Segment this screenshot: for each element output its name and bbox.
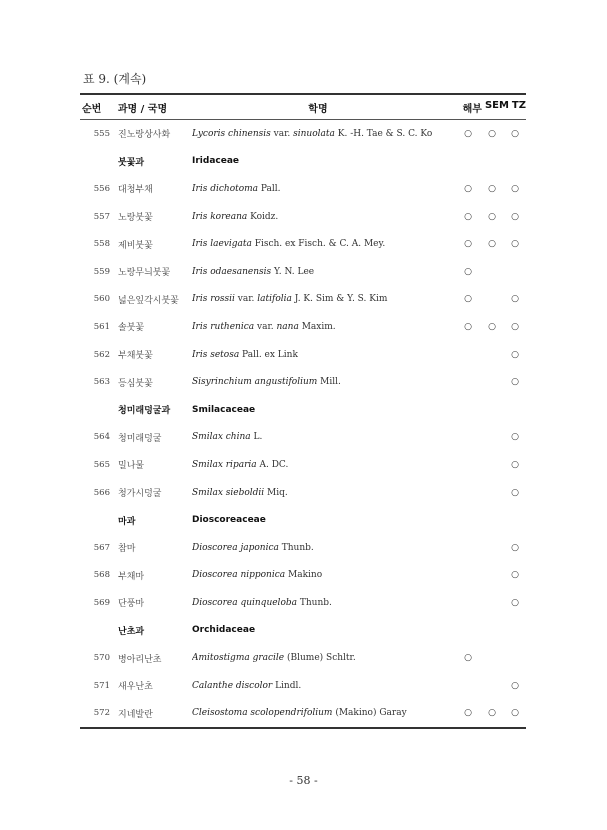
species-scientific-name [192, 653, 442, 663]
scientific-name-author: Miq. [264, 487, 288, 498]
method-marks [442, 377, 526, 387]
scientific-name-author: Koidz. [247, 211, 279, 222]
header-anatomy: 해부 [462, 103, 482, 115]
method-marks [442, 239, 526, 249]
family-scientific-name: Orchidaceae [192, 625, 256, 636]
species-scientific-name [192, 708, 442, 718]
method-marks [442, 294, 526, 304]
scientific-name-italic: Lycoris chinensis [192, 128, 271, 139]
scientific-name-italic: Iris setosa [192, 349, 240, 360]
tz-mark: ○ [511, 128, 519, 139]
species-scientific-name [192, 488, 442, 498]
sem-mark: ○ [488, 128, 496, 139]
tz-mark [504, 653, 526, 663]
species-number: 558 [93, 239, 110, 250]
species-scientific-name [192, 598, 442, 608]
species-scientific-name [192, 267, 442, 277]
anatomy-mark: ○ [464, 294, 472, 305]
anatomy-mark [456, 543, 480, 553]
sem-mark [480, 267, 504, 277]
scientific-name-italic: Smilax sieboldii [192, 487, 265, 498]
species-scientific-name [192, 377, 442, 387]
species-korean-name: 등심붓꽃 [118, 378, 153, 389]
scientific-name-italic: latifolia [257, 294, 292, 305]
scientific-name-author: Thunb. [278, 542, 314, 553]
scientific-name-author: var. [234, 294, 258, 305]
anatomy-mark [456, 377, 480, 387]
sem-mark [480, 350, 504, 360]
sem-mark [480, 432, 504, 442]
scientific-name-italic: Cleisostoma scolopendrifolium [192, 708, 333, 719]
tz-mark: ○ [511, 570, 519, 581]
species-scientific-name [192, 570, 442, 580]
scientific-name-author: (Blume) Schltr. [284, 653, 356, 664]
anatomy-mark: ○ [464, 321, 472, 332]
family-korean-name: 마과 [118, 516, 136, 527]
tz-mark: ○ [511, 432, 519, 443]
scientific-name-author: L. [250, 432, 263, 443]
table-bottom-rule [80, 727, 526, 729]
scientific-name-italic: sinuolata [293, 128, 335, 139]
scientific-name-italic: Iris koreana [192, 211, 248, 222]
header-tz: TZ [511, 99, 526, 111]
anatomy-mark: ○ [464, 708, 472, 719]
sem-mark: ○ [488, 321, 496, 332]
method-marks [442, 598, 526, 608]
scientific-name-italic: Dioscorea japonica [192, 542, 279, 553]
tz-mark: ○ [511, 459, 519, 470]
species-scientific-name [192, 184, 442, 194]
species-number: 570 [93, 653, 110, 664]
species-number: 560 [93, 294, 110, 305]
method-marks [442, 184, 526, 194]
species-row [80, 451, 526, 479]
anatomy-mark [456, 570, 480, 580]
scientific-name-italic: Iris rossii [192, 294, 235, 305]
family-scientific-name: Dioscoreaceae [192, 515, 266, 526]
species-scientific-name [192, 129, 442, 139]
tz-mark: ○ [511, 239, 519, 250]
method-marks [442, 129, 526, 139]
header-sem: SEM [484, 99, 509, 111]
species-number: 556 [93, 183, 110, 194]
species-korean-name: 넓은잎각시붓꽃 [118, 295, 179, 306]
table-caption: 표 9. (계속) [83, 72, 147, 86]
species-korean-name: 밀나물 [118, 461, 145, 472]
species-korean-name: 노랑붓꽃 [118, 213, 153, 224]
species-scientific-name [192, 432, 442, 442]
tz-mark: ○ [511, 211, 519, 222]
species-row [80, 672, 526, 700]
species-row [80, 699, 526, 727]
tz-mark: ○ [511, 542, 519, 553]
species-korean-name: 새우난초 [118, 682, 153, 693]
scientific-name-author: Lindl. [272, 680, 302, 691]
sem-mark [480, 681, 504, 691]
scientific-name-author: Fisch. ex Fisch. & C. A. Mey. [251, 239, 386, 250]
scientific-name-italic: Dioscorea quinqueloba [192, 597, 297, 608]
species-korean-name: 노랑무늬붓꽃 [118, 268, 171, 279]
species-korean-name: 단풍마 [118, 599, 145, 610]
family-scientific-name: Iridaceae [192, 156, 240, 167]
sem-mark: ○ [488, 183, 496, 194]
scientific-name-italic: Iris odaesanensis [192, 266, 272, 277]
scientific-name-italic: Dioscorea nipponica [192, 570, 286, 581]
sem-mark: ○ [488, 708, 496, 719]
scientific-name-author: var. [254, 321, 277, 332]
species-korean-name: 진노랑상사화 [118, 130, 171, 141]
species-number: 571 [93, 680, 110, 691]
family-korean-name: 청미래덩굴과 [118, 406, 171, 417]
sem-mark [480, 294, 504, 304]
species-scientific-name [192, 322, 442, 332]
scientific-name-italic: Calanthe discolor [192, 680, 273, 691]
species-korean-name: 참마 [118, 544, 136, 555]
species-table [80, 93, 526, 729]
scientific-name-author: K. -H. Tae & S. C. Ko [334, 128, 433, 139]
scientific-name-author: Y. N. Lee [271, 266, 315, 277]
species-korean-name: 병아리난초 [118, 654, 162, 665]
scientific-name-italic: Iris dichotoma [192, 183, 259, 194]
species-korean-name: 대청부채 [118, 185, 153, 196]
species-number: 568 [93, 570, 110, 581]
sem-mark [480, 460, 504, 470]
sem-mark [480, 488, 504, 498]
table-header-row [80, 95, 526, 119]
species-row [80, 424, 526, 452]
method-marks [442, 350, 526, 360]
method-marks [442, 212, 526, 222]
scientific-name-italic: Sisyrinchium angustifolium [192, 377, 318, 388]
anatomy-mark: ○ [464, 128, 472, 139]
tz-mark: ○ [511, 349, 519, 360]
method-marks [442, 681, 526, 691]
species-row [80, 589, 526, 617]
species-row [80, 534, 526, 562]
header-number: 순번 [82, 103, 102, 115]
species-scientific-name [192, 460, 442, 470]
tz-mark: ○ [511, 680, 519, 691]
tz-mark: ○ [511, 377, 519, 388]
anatomy-mark: ○ [464, 183, 472, 194]
species-scientific-name [192, 681, 442, 691]
scientific-name-italic: Iris laevigata [192, 239, 252, 250]
species-row [80, 175, 526, 203]
species-row [80, 562, 526, 590]
species-number: 567 [93, 542, 110, 553]
tz-mark: ○ [511, 183, 519, 194]
page-number: - 58 - [289, 774, 318, 787]
species-scientific-name [192, 543, 442, 553]
method-marks [442, 488, 526, 498]
species-korean-name: 솔붓꽃 [118, 323, 145, 334]
species-number: 564 [93, 432, 110, 443]
method-marks [442, 432, 526, 442]
species-row [80, 644, 526, 672]
species-scientific-name [192, 294, 442, 304]
species-row [80, 286, 526, 314]
species-row [80, 313, 526, 341]
scientific-name-author: Mill. [317, 377, 341, 388]
tz-mark: ○ [511, 597, 519, 608]
scientific-name-author: Thunb. [297, 597, 332, 608]
species-row [80, 368, 526, 396]
method-marks [442, 460, 526, 470]
scientific-name-author: A. DC. [256, 459, 289, 470]
species-korean-name: 부채붓꽃 [118, 351, 153, 362]
method-marks [442, 322, 526, 332]
method-marks [442, 543, 526, 553]
sem-mark [480, 653, 504, 663]
species-row [80, 120, 526, 148]
species-number: 555 [93, 128, 110, 139]
scientific-name-author: Pall. ex Link [239, 349, 298, 360]
scientific-name-italic: Smilax china [192, 432, 251, 443]
scientific-name-author: var. [270, 128, 294, 139]
scientific-name-author: J. K. Sim & Y. S. Kim [291, 294, 388, 305]
scientific-name-italic: Smilax riparia [192, 459, 257, 470]
family-scientific-name: Smilacaceae [192, 404, 256, 415]
scientific-name-author: Pall. [258, 183, 281, 194]
header-method-columns [442, 100, 526, 115]
species-korean-name: 청가시덩굴 [118, 489, 162, 500]
method-marks [442, 708, 526, 718]
species-number: 559 [93, 266, 110, 277]
header-korean-name: 과명 / 국명 [117, 103, 168, 115]
anatomy-mark [456, 488, 480, 498]
species-number: 572 [93, 708, 110, 719]
sem-mark [480, 570, 504, 580]
species-row [80, 341, 526, 369]
tz-mark: ○ [511, 321, 519, 332]
anatomy-mark [456, 598, 480, 608]
species-number: 566 [93, 487, 110, 498]
anatomy-mark: ○ [464, 653, 472, 664]
anatomy-mark: ○ [464, 211, 472, 222]
species-scientific-name [192, 212, 442, 222]
family-row [80, 506, 526, 534]
scientific-name-author: Maxim. [298, 321, 336, 332]
family-korean-name: 난초과 [118, 626, 145, 637]
species-korean-name: 청미래덩굴 [118, 433, 162, 444]
species-number: 563 [93, 377, 110, 388]
family-row [80, 396, 526, 424]
sem-mark: ○ [488, 211, 496, 222]
species-number: 562 [93, 349, 110, 360]
species-number: 565 [93, 459, 110, 470]
anatomy-mark [456, 681, 480, 691]
tz-mark: ○ [511, 708, 519, 719]
species-scientific-name [192, 239, 442, 249]
anatomy-mark [456, 432, 480, 442]
tz-mark [504, 267, 526, 277]
anatomy-mark [456, 350, 480, 360]
family-row [80, 617, 526, 645]
sem-mark [480, 598, 504, 608]
method-marks [442, 570, 526, 580]
table-body [80, 120, 526, 727]
scientific-name-italic: Iris ruthenica [192, 321, 255, 332]
scientific-name-author: (Makino) Garay [332, 708, 407, 719]
header-scientific-name: 학명 [308, 103, 328, 115]
species-row [80, 258, 526, 286]
scientific-name-italic: nana [276, 321, 299, 332]
species-number: 561 [93, 321, 110, 332]
method-marks [442, 267, 526, 277]
family-korean-name: 붓꽃과 [118, 157, 145, 168]
species-row [80, 203, 526, 231]
anatomy-mark: ○ [464, 239, 472, 250]
anatomy-mark: ○ [464, 266, 472, 277]
species-row [80, 230, 526, 258]
tz-mark: ○ [511, 294, 519, 305]
sem-mark [480, 377, 504, 387]
species-korean-name: 지네발란 [118, 709, 153, 720]
scientific-name-italic: Amitostigma gracile [192, 653, 285, 664]
anatomy-mark [456, 460, 480, 470]
species-korean-name: 부채마 [118, 571, 145, 582]
sem-mark: ○ [488, 239, 496, 250]
species-number: 557 [93, 211, 110, 222]
species-scientific-name [192, 350, 442, 360]
species-korean-name: 제비붓꽃 [118, 240, 153, 251]
species-row [80, 479, 526, 507]
method-marks [442, 653, 526, 663]
scientific-name-author: Makino [285, 570, 323, 581]
species-number: 569 [93, 597, 110, 608]
tz-mark: ○ [511, 487, 519, 498]
sem-mark [480, 543, 504, 553]
family-row [80, 148, 526, 176]
